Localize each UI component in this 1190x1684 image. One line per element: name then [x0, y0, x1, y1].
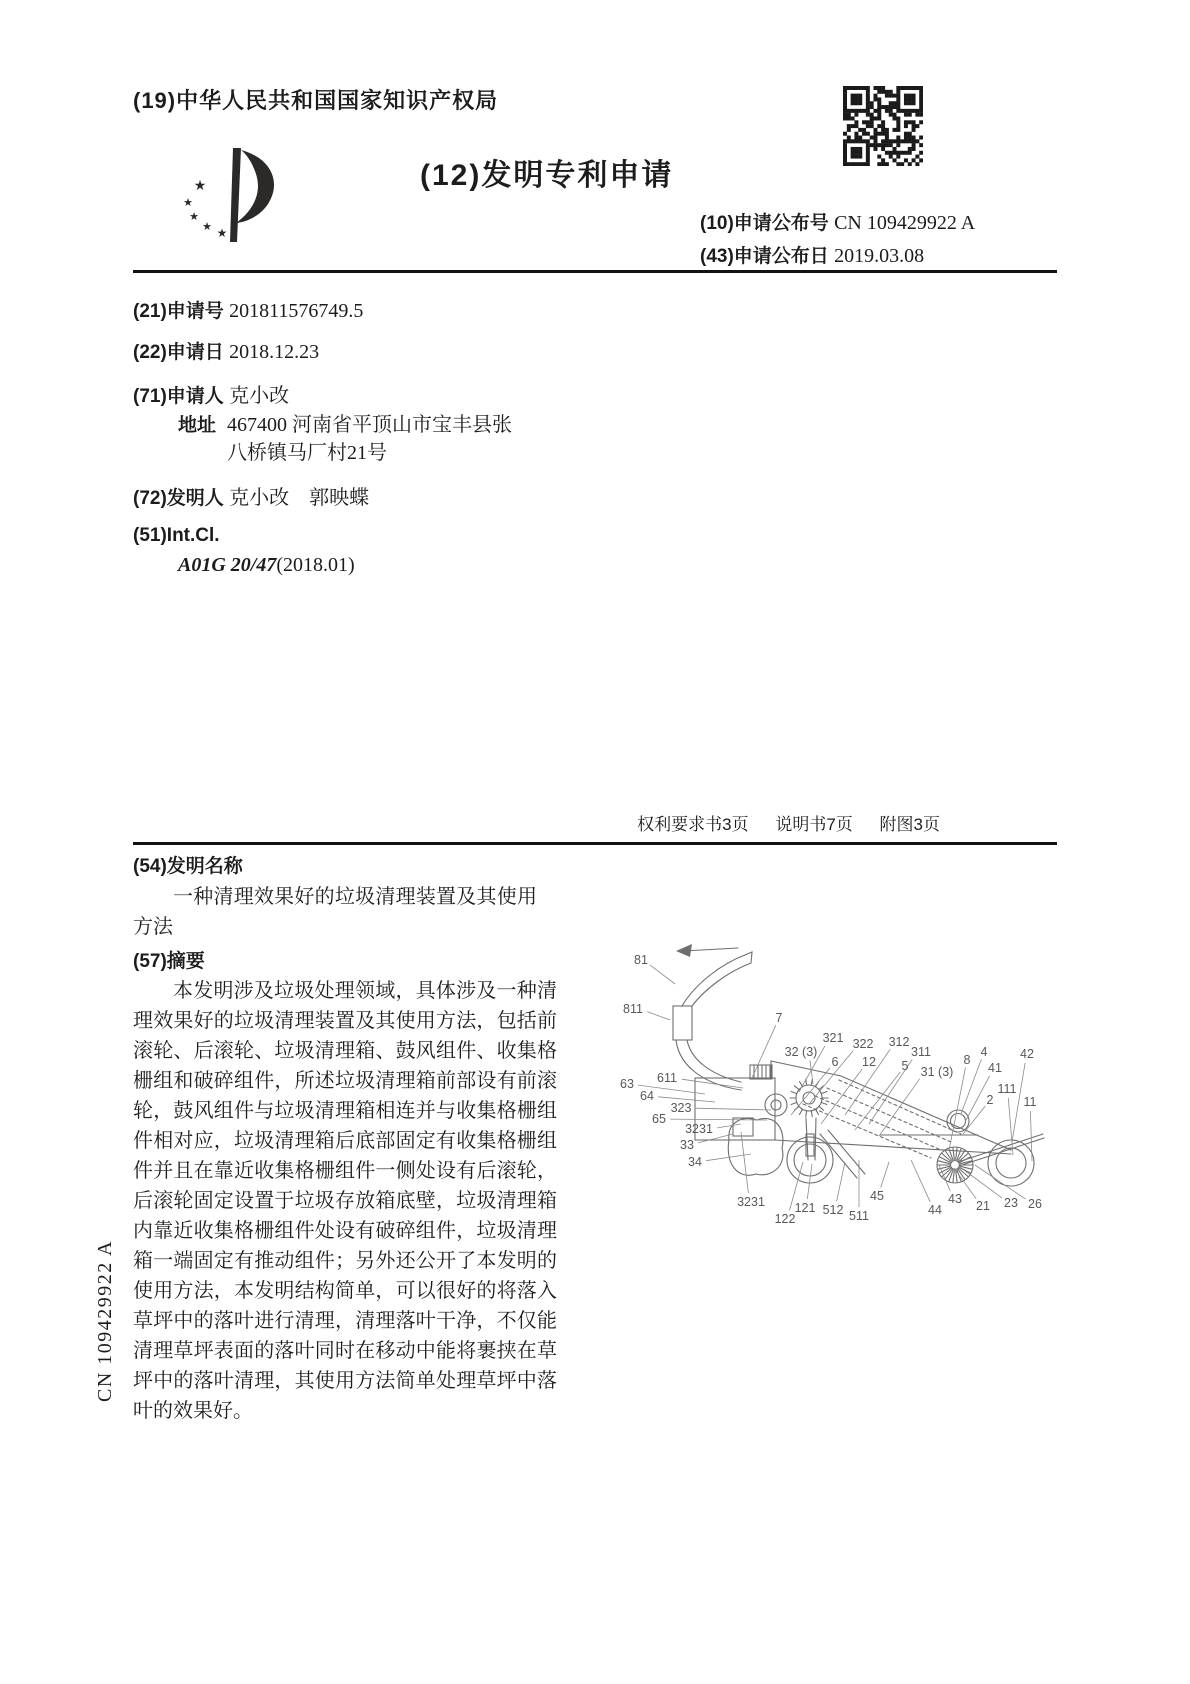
applicant-label: (71)申请人	[133, 386, 230, 407]
reference-numeral: 5	[901, 1059, 909, 1073]
reference-numeral: 312	[888, 1035, 910, 1049]
reference-numeral: 611	[657, 1071, 677, 1085]
reference-numeral: 64	[640, 1089, 654, 1103]
fan-spokes	[938, 1148, 973, 1183]
publication-date-value: 2019.03.08	[834, 245, 925, 267]
application-date-label: (22)申请日	[133, 342, 230, 363]
description-pages: 说明书7页	[775, 815, 853, 834]
reference-numeral: 121	[794, 1201, 816, 1215]
document-type-title: (12)发明专利申请	[420, 159, 674, 192]
reference-numeral: 322	[852, 1037, 874, 1051]
publication-date-label: (43)申请公布日	[700, 246, 835, 267]
star-icon: ★	[193, 177, 207, 193]
invention-title: 一种清理效果好的垃圾清理装置及其使用方法	[133, 886, 537, 938]
reference-numeral: 33	[680, 1138, 694, 1152]
reference-numeral: 111	[997, 1082, 1017, 1096]
patent-office-name: (19)中华人民共和国国家知识产权局	[133, 88, 499, 113]
reference-numeral: 21	[976, 1199, 990, 1213]
leader-line	[964, 1170, 1002, 1198]
reference-numeral: 512	[822, 1203, 844, 1217]
claims-pages: 权利要求书3页	[637, 815, 749, 834]
application-date-row	[133, 337, 319, 364]
patent-drawing	[575, 872, 1075, 1232]
reference-numeral: 65	[652, 1112, 666, 1126]
reference-numeral: 323	[670, 1101, 692, 1115]
leader-line	[807, 1164, 812, 1199]
header-divider	[133, 270, 1057, 273]
leader-line	[647, 1012, 670, 1020]
body-divider	[133, 842, 1057, 845]
reference-numeral: 511	[849, 1209, 869, 1223]
application-number-row	[133, 296, 363, 323]
intcl-label: (51)Int.Cl.	[133, 525, 220, 546]
application-number-value: 201811576749.5	[229, 300, 364, 322]
reference-numeral: 122	[774, 1212, 796, 1226]
reference-numeral: 43	[948, 1192, 962, 1206]
leader-line	[855, 1072, 900, 1130]
inventor-value: 克小改 郭映蝶	[229, 487, 370, 509]
side-publication-code: CN 109429922 A	[94, 1239, 116, 1402]
star-icon: ★	[202, 221, 212, 233]
invention-title-label: (54)发明名称	[133, 856, 243, 877]
intcl-version-date: (2018.01)	[276, 554, 355, 576]
publication-number-line	[700, 208, 975, 235]
reference-numeral: 3231	[685, 1122, 713, 1136]
leader-line	[1030, 1111, 1032, 1161]
address-label: 地址	[178, 415, 217, 436]
reference-numeral: 2	[986, 1093, 994, 1107]
leader-line	[975, 1165, 1026, 1199]
reference-numeral: 41	[988, 1061, 1002, 1075]
star-icon: ★	[183, 197, 193, 209]
reference-leader-lines	[638, 965, 1032, 1210]
reference-numeral: 31 (3)	[920, 1065, 954, 1079]
inventor-label: (72)发明人	[133, 488, 230, 509]
arrow-left-icon	[676, 944, 692, 957]
reference-numeral: 7	[775, 1011, 783, 1025]
leader-line	[717, 1124, 741, 1128]
reference-numeral: 321	[822, 1031, 844, 1045]
leader-line	[961, 1059, 981, 1114]
intcl-classification	[178, 554, 355, 577]
reference-numeral: 4	[980, 1045, 988, 1059]
reference-numeral: 8	[963, 1053, 971, 1067]
leader-line	[791, 1068, 830, 1115]
reference-numeral: 34	[688, 1155, 702, 1169]
reference-numeral: 3231	[737, 1195, 765, 1209]
reference-numeral: 311	[911, 1045, 931, 1059]
abstract-label: (57)摘要	[133, 951, 205, 972]
applicant-value: 克小改	[229, 385, 290, 407]
reference-numeral: 26	[1028, 1197, 1042, 1211]
address-value: 467400 河南省平顶山市宝丰县张八桥镇马厂村21号	[227, 414, 512, 464]
reference-numeral: 44	[928, 1203, 942, 1217]
leader-line	[696, 1108, 771, 1110]
reference-numeral: 45	[870, 1189, 884, 1203]
publication-number-label: (10)申请公布号	[700, 213, 835, 234]
leader-line	[741, 1132, 748, 1193]
applicant-row	[133, 379, 289, 408]
publication-date-line	[700, 241, 924, 268]
reference-numeral: 23	[1004, 1196, 1018, 1210]
reference-numeral: 811	[623, 1002, 643, 1016]
intcl-code: A01G 20/47	[178, 554, 277, 576]
application-date-value: 2018.12.23	[229, 341, 320, 363]
application-number-label: (21)申请号	[133, 301, 230, 322]
reference-numeral: 11	[1023, 1095, 1037, 1109]
reference-numeral: 63	[620, 1077, 634, 1091]
logo-stars	[183, 177, 227, 240]
leader-line	[837, 1162, 845, 1201]
leader-line	[650, 965, 675, 984]
publication-number-value: CN 109429922 A	[834, 212, 976, 234]
reference-numerals	[620, 953, 1042, 1226]
inventor-row	[133, 481, 369, 510]
reference-numeral: 81	[634, 953, 648, 967]
leader-line	[821, 1069, 862, 1124]
reference-numeral: 42	[1020, 1047, 1034, 1061]
leader-line	[911, 1160, 930, 1202]
reference-numeral: 6	[831, 1055, 839, 1069]
star-icon: ★	[189, 211, 199, 223]
leader-line	[1008, 1098, 1013, 1155]
reference-numeral: 12	[862, 1055, 876, 1069]
pages-info-line	[520, 810, 940, 835]
abstract-text: 本发明涉及垃圾处理领域，具体涉及一种清理效果好的垃圾清理装置及其使用方法，包括前滚轮、后滚轮、垃圾清理箱、鼓风组件、收集格栅组和破碎组件，所述垃圾清理箱前部设有前滚轮，鼓风组件与垃圾清理箱相连并与收集格栅组件相对应，垃圾清理箱后底部固定有收集格栅组件并且在靠近收集格栅组件一侧处设有后滚轮，后滚轮固定设置于垃圾存放箱底壁，垃圾清理箱内靠近收集格栅组件处设有破碎组件，垃圾清理箱一端固定有推动组件；另外还公开了本发明的使用方法，本发明结构简单，可以很好的将落入草坪中的落叶进行清理，清理落叶干净，不仅能清理草坪表面的落叶同时在移动中能将裹挟在草坪中的落叶清理，其使用方法简单处理草坪中落叶的效果好。	[133, 980, 557, 1422]
leader-line	[881, 1162, 889, 1188]
reference-numeral: 32 (3)	[784, 1045, 818, 1059]
qr-code	[843, 86, 923, 166]
drawings-pages: 附图3页	[879, 815, 940, 834]
intcl-row	[133, 525, 220, 547]
star-icon: ★	[216, 226, 228, 240]
cnipa-logo-icon	[176, 146, 288, 246]
